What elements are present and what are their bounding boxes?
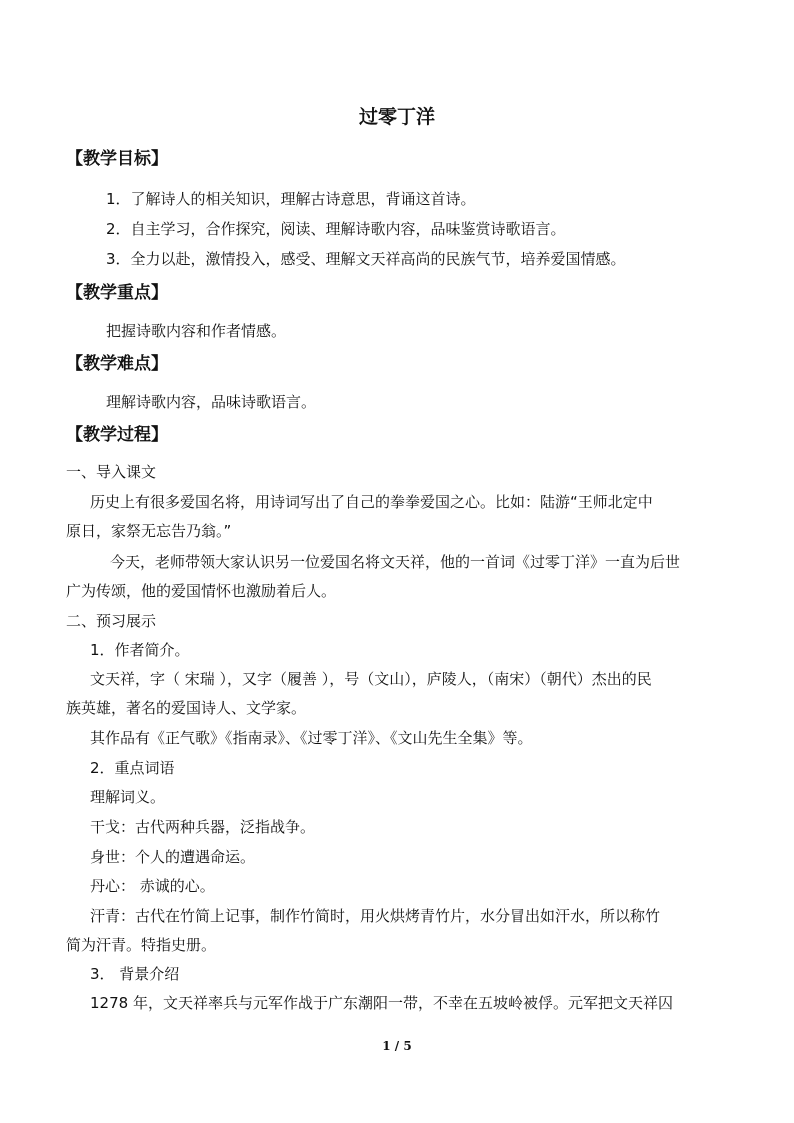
section-heading-goals: 【教学目标】 bbox=[66, 149, 168, 169]
paragraph-line: 1278 年，文天祥率兵与元军作战于广东潮阳一带，不幸在五坡岭被俘。元军把文天祥囚 bbox=[90, 994, 673, 1012]
paragraph-line: 族英雄，著名的爱国诗人、文学家。 bbox=[66, 699, 307, 717]
subheading: 3． 背景介绍 bbox=[90, 965, 180, 983]
page-title: 过零丁洋 bbox=[358, 106, 435, 128]
paragraph-line: 广为传颂，他的爱国情怀也激励着后人。 bbox=[66, 582, 337, 600]
subheading: 2．重点词语 bbox=[90, 759, 175, 777]
paragraph-line: 简为汗青。特指史册。 bbox=[66, 936, 217, 954]
vocab-item: 干戈：古代两种兵器，泛指战争。 bbox=[90, 818, 316, 836]
part-heading: 一、导入课文 bbox=[66, 463, 157, 481]
goal-item: 2．自主学习，合作探究，阅读、理解诗歌内容，品味鉴赏诗歌语言。 bbox=[106, 220, 566, 238]
section-heading-key-points: 【教学重点】 bbox=[66, 283, 168, 303]
paragraph-line: 文天祥，字（ 宋瑞 ），又字（履善 ），号（文山），庐陵人，（南宋）（朝代）杰出的民 bbox=[90, 670, 652, 688]
subheading: 1．作者简介。 bbox=[90, 641, 190, 659]
difficulties-text: 理解诗歌内容，品味诗歌语言。 bbox=[106, 393, 317, 411]
goal-item: 3．全力以赴，激情投入，感受、理解文天祥高尚的民族气节，培养爱国情感。 bbox=[106, 250, 626, 268]
vocab-item: 汗青：古代在竹简上记事，制作竹简时，用火烘烤青竹片，水分冒出如汗水，所以称竹 bbox=[90, 907, 661, 925]
page-number: 1 / 5 bbox=[382, 1039, 412, 1053]
section-heading-difficulties: 【教学难点】 bbox=[66, 354, 168, 374]
goal-item: 1．了解诗人的相关知识，理解古诗意思，背诵这首诗。 bbox=[106, 190, 476, 208]
paragraph-line: 历史上有很多爱国名将，用诗词写出了自己的拳拳爱国之心。比如：陆游“王师北定中 bbox=[90, 493, 653, 511]
key-points-text: 把握诗歌内容和作者情感。 bbox=[106, 322, 287, 340]
paragraph-line: 理解词义。 bbox=[90, 788, 166, 806]
paragraph-line: 其作品有《正气歌》《指南录》、《过零丁洋》、《文山先生全集》等。 bbox=[90, 729, 533, 747]
section-heading-process: 【教学过程】 bbox=[66, 425, 168, 445]
vocab-item: 丹心： 赤诚的心。 bbox=[90, 877, 215, 895]
paragraph-line: 原日，家祭无忘告乃翁。” bbox=[66, 522, 232, 540]
paragraph-line: 今天，老师带领大家认识另一位爱国名将文天祥，他的一首词《过零丁洋》一直为后世 bbox=[110, 553, 681, 571]
vocab-item: 身世：个人的遭遇命运。 bbox=[90, 848, 256, 866]
part-heading: 二、预习展示 bbox=[66, 612, 157, 630]
